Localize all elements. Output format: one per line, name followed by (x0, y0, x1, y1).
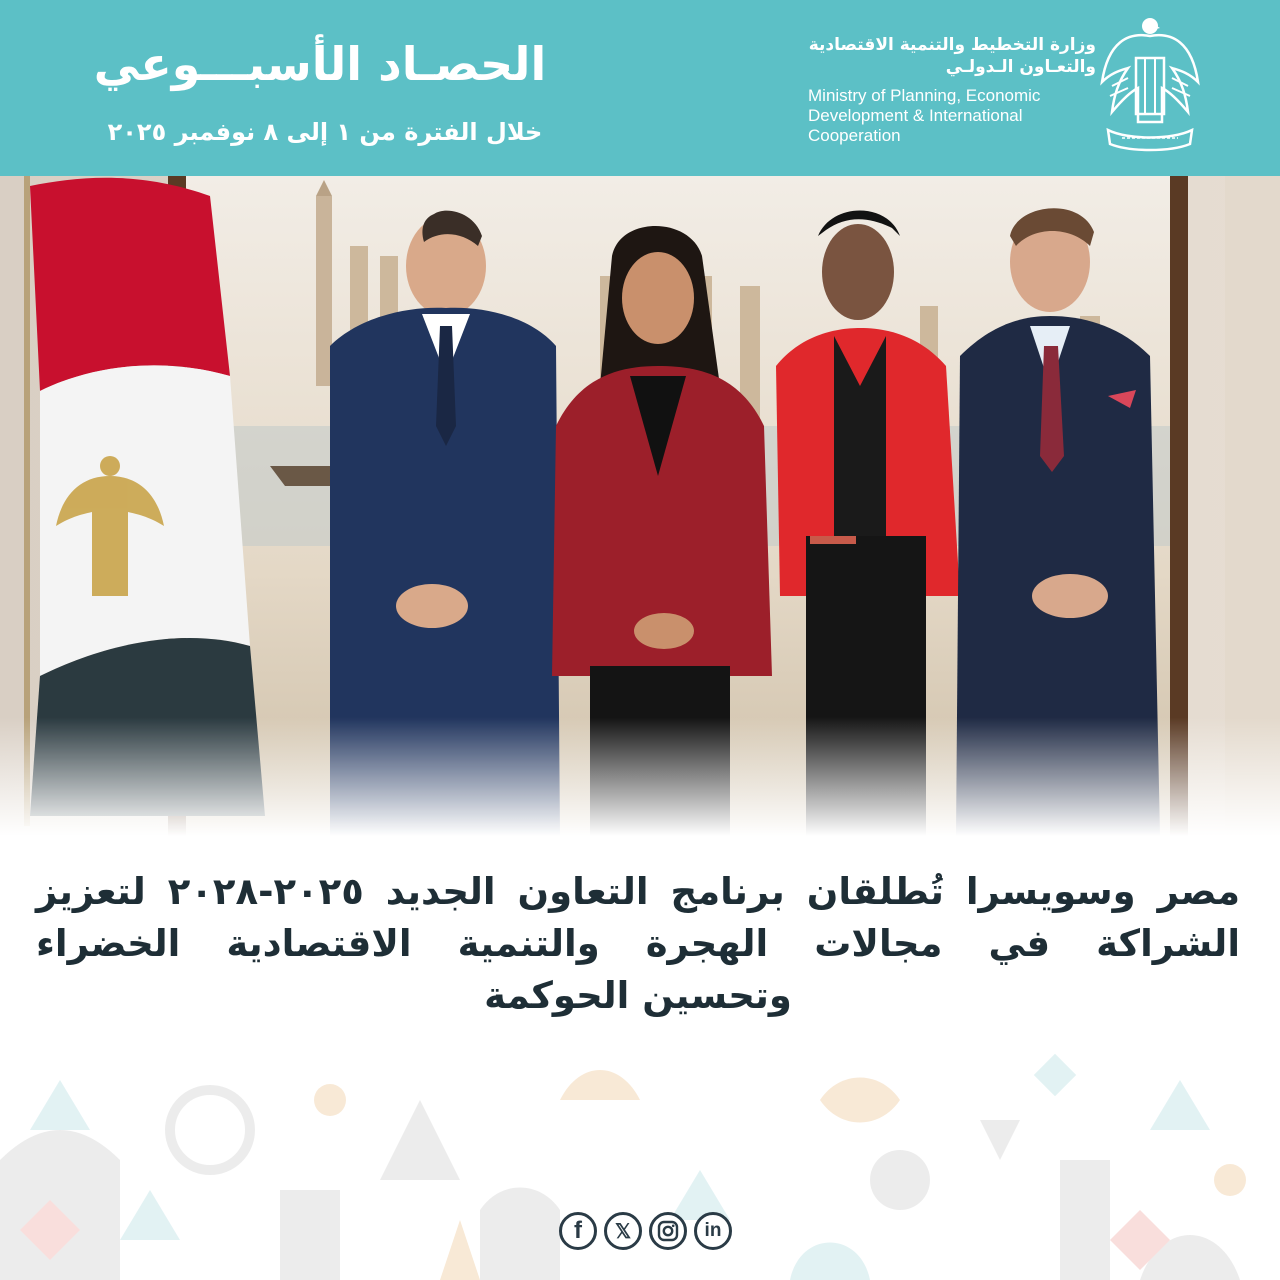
linkedin-icon[interactable] (694, 1212, 732, 1250)
linkedin-glyph: in (704, 1220, 722, 1241)
headline-line-1: مصر وسويسرا تُطلقان برنامج التعاون الجديد ٢٠٢٥-٢٠٢٨ لتعزيز (36, 870, 1240, 913)
header-band (0, 0, 1280, 176)
ministry-name-ar-line2: والتعـاون الـدولـي (945, 57, 1096, 77)
instagram-glyph (657, 1220, 679, 1242)
ministry-name-en-line2: Development & International (808, 106, 1023, 125)
headline-line-3: وتحسين الحوكمة (484, 974, 792, 1017)
date-range-subtitle: خلال الفترة من ١ إلى ٨ نوفمبر ٢٠٢٥ (107, 118, 543, 146)
social-links (559, 1212, 735, 1258)
ministry-name-en-line1: Ministry of Planning, Economic (808, 86, 1041, 105)
instagram-icon[interactable] (649, 1212, 687, 1250)
page-title: الحصـاد الأسبـــوعي (93, 37, 547, 91)
facebook-icon[interactable] (559, 1212, 597, 1250)
ministry-name-ar-line1: وزارة التخطيط والتنمية الاقتصادية (808, 35, 1096, 55)
news-headline (36, 866, 1240, 1022)
group-photo (0, 176, 1280, 836)
facebook-glyph: f (574, 1217, 582, 1244)
eagle-emblem-icon (1098, 12, 1202, 154)
photo-scene-icon (0, 176, 1280, 836)
x-glyph: 𝕏 (614, 1220, 632, 1243)
x-icon[interactable] (604, 1212, 642, 1250)
ministry-name-block (808, 34, 1096, 154)
headline-line-2: الشراكة في مجالات الهجرة والتنمية الاقتصادية الخضراء (36, 922, 1240, 965)
ministry-name-en-line3: Cooperation (808, 126, 901, 145)
